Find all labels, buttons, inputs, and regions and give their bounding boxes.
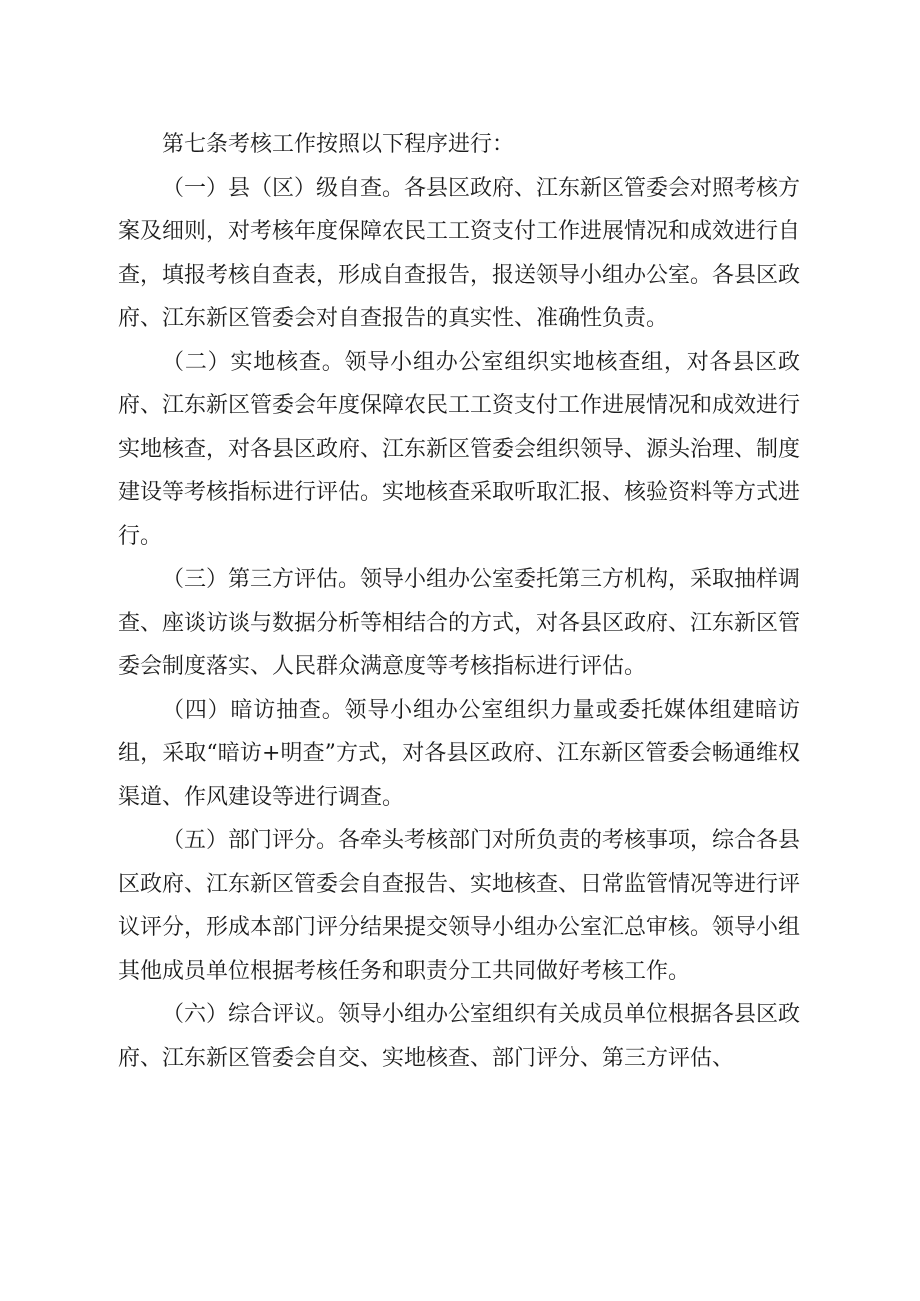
- paragraph-county-self-check: （一）县（区）级自查。各县区政府、江东新区管委会对照考核方案及细则，对考核年度保障农民工工资支付工作进展情况和成效进行自查，填报考核自查表，形成自查报告，报送领导小组办公室。各县区政府、江东新区管委会对自查报告的真实性、准确性负责。: [118, 175, 801, 331]
- paragraph-third-party-evaluation: （三）第三方评估。领导小组办公室委托第三方机构，采取抽样调查、座谈访谈与数据分析等相结合的方式，对各县区政府、江东新区管委会制度落实、人民群众满意度等考核指标进行评估。: [118, 567, 801, 679]
- paragraph-unannounced-inspection: （四）暗访抽查。领导小组办公室组织力量或委托媒体组建暗访组，采取“暗访+明查”方式，对各县区政府、江东新区管委会畅通维权渠道、作风建设等进行调查。: [118, 697, 800, 810]
- paragraph-on-site-verification: （二）实地核查。领导小组办公室组织实地核查组，对各县区政府、江东新区管委会年度保障农民工工资支付工作进展情况和成效进行实地核查，对各县区政府、江东新区管委会组织领导、源头治理、制度建设等考核指标进行评估。实地核查采取听取汇报、核验资料等方式进行。: [118, 349, 801, 549]
- document-body: [118, 123, 800, 1080]
- paragraph-comprehensive-review: （六）综合评议。领导小组办公室组织有关成员单位根据各县区政府、江东新区管委会自交、实地核查、部门评分、第三方评估、: [118, 1002, 801, 1071]
- paragraph-department-scoring: （五）部门评分。各牵头考核部门对所负责的考核事项，综合各县区政府、江东新区管委会自查报告、实地核查、日常监管情况等进行评议评分，形成本部门评分结果提交领导小组办公室汇总审核。领导小组其他成员单位根据考核任务和职责分工共同做好考核工作。: [118, 828, 801, 984]
- paragraph-article-7: 第七条考核工作按照以下程序进行：: [162, 132, 515, 157]
